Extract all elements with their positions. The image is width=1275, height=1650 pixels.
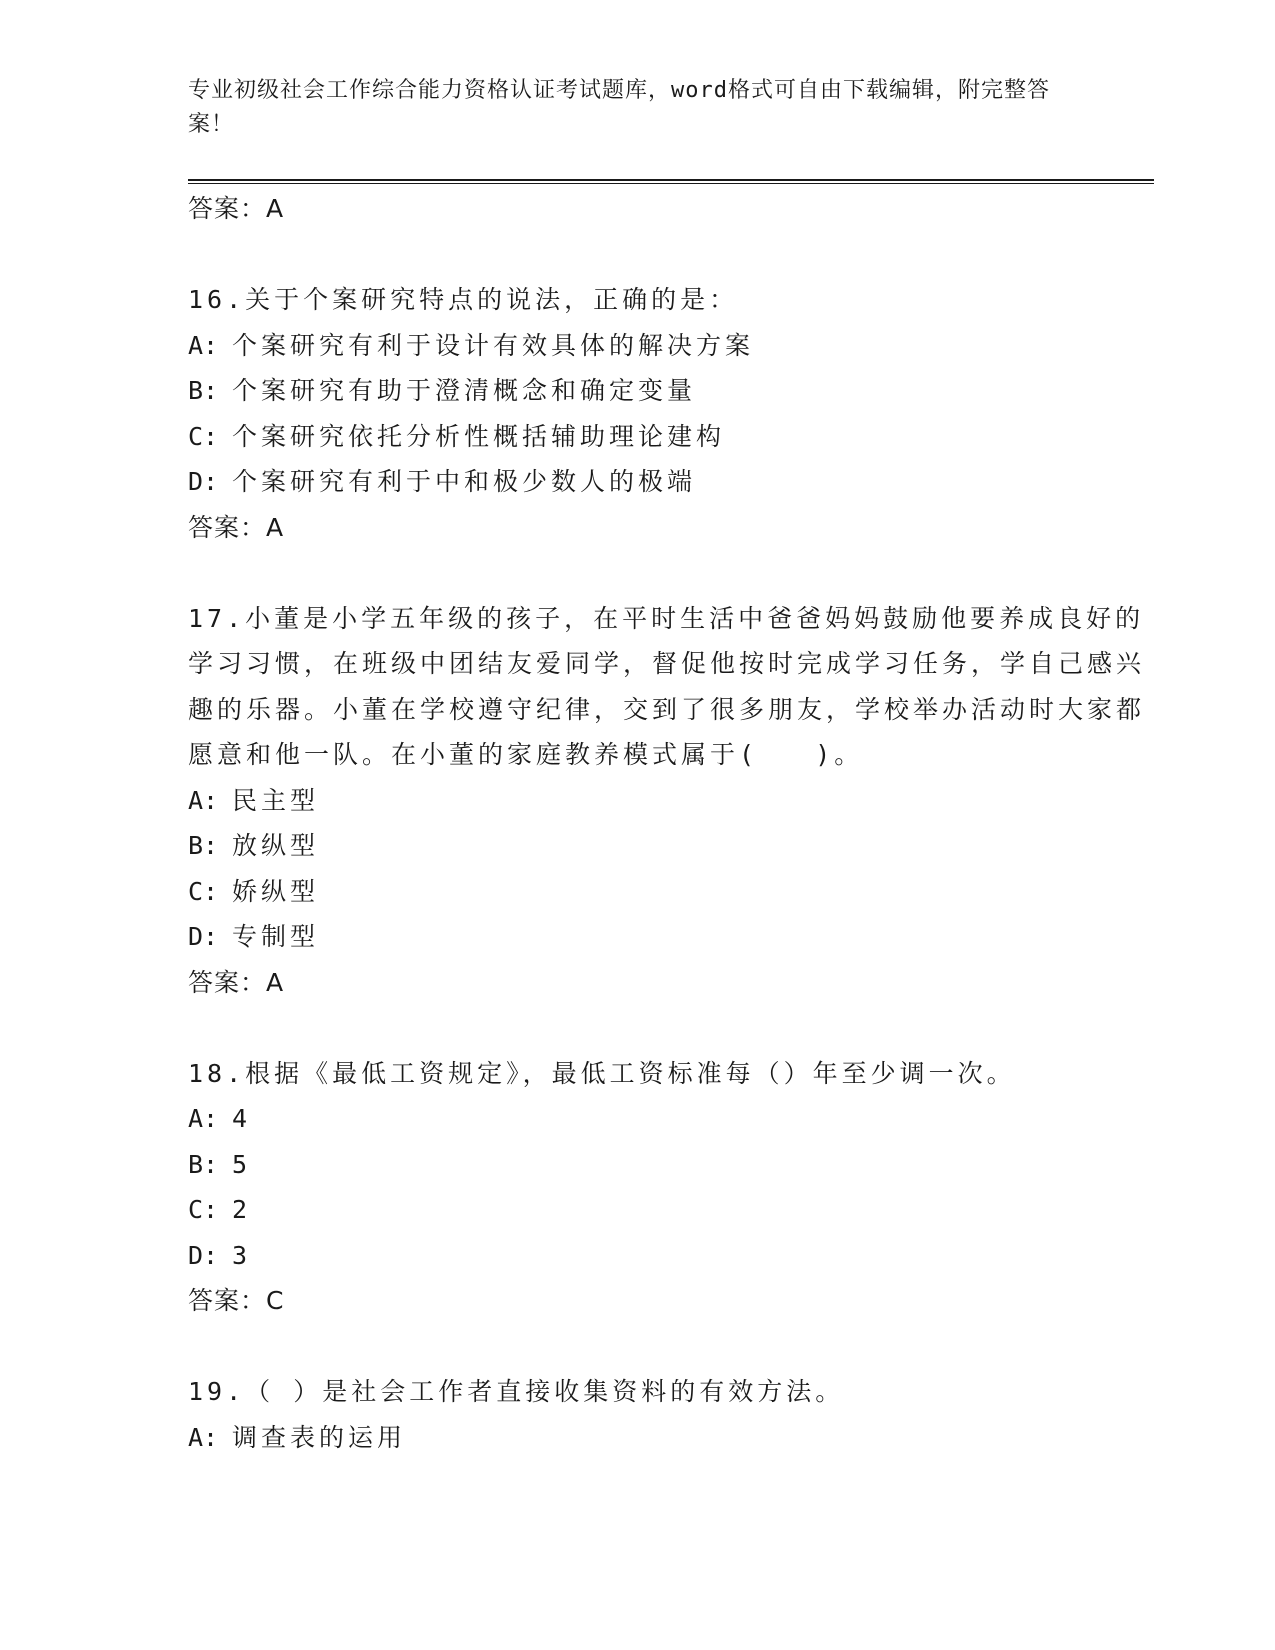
option-d: D: 3 bbox=[188, 1240, 252, 1270]
question-block bbox=[188, 1369, 1148, 1460]
option-a: A: 个案研究有利于设计有效具体的解决方案 bbox=[188, 330, 755, 360]
answer-line: 答案：A bbox=[188, 512, 285, 542]
question-stem: 18.根据《最低工资规定》，最低工资标准每（）年至少调一次。 bbox=[188, 1058, 1016, 1088]
question-block bbox=[188, 596, 1148, 1006]
header-rule bbox=[188, 179, 1154, 181]
answer-line: 答案：A bbox=[188, 194, 285, 223]
page-header: 专业初级社会工作综合能力资格认证考试题库，word格式可自由下载编辑，附完整答案！ bbox=[188, 78, 1050, 137]
option-c: C: 娇纵型 bbox=[188, 876, 320, 906]
option-a: A: 民主型 bbox=[188, 785, 320, 815]
answer-line: 答案：C bbox=[188, 1286, 285, 1315]
option-c: C: 2 bbox=[188, 1195, 252, 1224]
question-stem: 16.关于个案研究特点的说法，正确的是： bbox=[188, 285, 739, 314]
option-a: A: 4 bbox=[188, 1104, 252, 1133]
question-block bbox=[188, 277, 1148, 551]
question-block bbox=[188, 1051, 1148, 1325]
option-a: A: 调查表的运用 bbox=[188, 1422, 407, 1452]
answer-line: 答案：A bbox=[188, 967, 285, 997]
question-stem: 17.小董是小学五年级的孩子，在平时生活中爸爸妈妈鼓励他要养成良好的学习习惯，在班级中团结友爱同学，督促他按时完成学习任务，学自己感兴趣的乐器。小董在学校遵守纪律，交到了很多朋友，学校举办活动时大家都愿意和他一队。在小董的家庭教养模式属于( )。 bbox=[188, 603, 1146, 769]
option-c: C: 个案研究依托分析性概括辅助理论建构 bbox=[188, 421, 726, 451]
question-list bbox=[188, 186, 1148, 1460]
option-b: B: 放纵型 bbox=[188, 831, 320, 860]
option-d: D: 个案研究有利于中和极少数人的极端 bbox=[188, 467, 697, 496]
question-stem: 19.（ ）是社会工作者直接收集资料的有效方法。 bbox=[188, 1377, 845, 1406]
option-b: B: 5 bbox=[188, 1149, 252, 1179]
option-d: D: 专制型 bbox=[188, 922, 320, 951]
header-rule-thin bbox=[188, 183, 1154, 184]
option-b: B: 个案研究有助于澄清概念和确定变量 bbox=[188, 376, 697, 405]
